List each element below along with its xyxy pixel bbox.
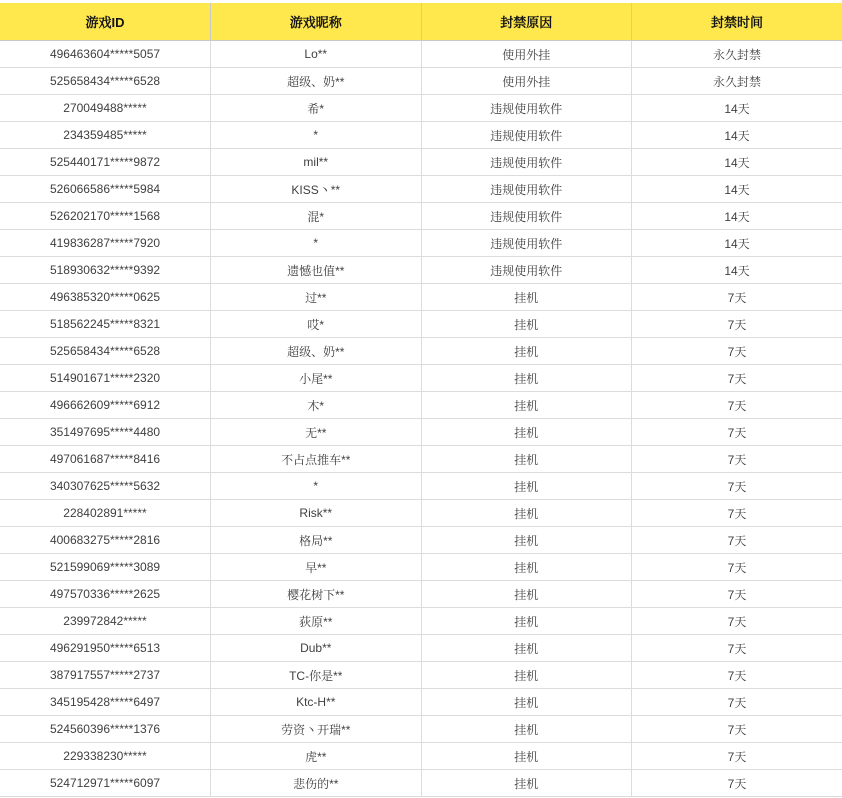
cell-nickname: 荻原**	[211, 608, 422, 635]
table-row	[0, 203, 842, 230]
cell-game-id: 496463604*****5057	[0, 41, 211, 68]
table-row	[0, 473, 842, 500]
table-row	[0, 419, 842, 446]
cell-ban-reason: 挂机	[421, 392, 632, 419]
cell-game-id: 526066586*****5984	[0, 176, 211, 203]
cell-ban-duration: 14天	[632, 203, 842, 230]
cell-ban-duration: 永久封禁	[632, 41, 842, 68]
cell-ban-reason: 挂机	[421, 311, 632, 338]
cell-nickname: 混*	[211, 203, 422, 230]
cell-ban-duration: 14天	[632, 95, 842, 122]
cell-game-id: 496291950*****6513	[0, 635, 211, 662]
cell-nickname: 过**	[211, 284, 422, 311]
table-row	[0, 68, 842, 95]
table-row	[0, 635, 842, 662]
cell-ban-reason: 挂机	[421, 581, 632, 608]
cell-ban-reason: 挂机	[421, 338, 632, 365]
cell-ban-duration: 7天	[632, 581, 842, 608]
cell-nickname: *	[211, 122, 422, 149]
ban-table	[0, 3, 842, 797]
cell-game-id: 228402891*****	[0, 500, 211, 527]
table-row	[0, 392, 842, 419]
cell-nickname: 劳资丶开瑞**	[211, 716, 422, 743]
table-row	[0, 176, 842, 203]
cell-ban-reason: 挂机	[421, 635, 632, 662]
cell-game-id: 524712971*****6097	[0, 770, 211, 797]
table-row	[0, 41, 842, 68]
cell-game-id: 270049488*****	[0, 95, 211, 122]
cell-game-id: 518562245*****8321	[0, 311, 211, 338]
cell-game-id: 400683275*****2816	[0, 527, 211, 554]
column-header-nickname: 游戏昵称	[211, 3, 422, 41]
cell-game-id: 526202170*****1568	[0, 203, 211, 230]
table-row	[0, 338, 842, 365]
cell-ban-reason: 违规使用软件	[421, 257, 632, 284]
cell-nickname: 哎*	[211, 311, 422, 338]
cell-nickname: TC-你是**	[211, 662, 422, 689]
cell-ban-duration: 7天	[632, 500, 842, 527]
cell-ban-reason: 违规使用软件	[421, 176, 632, 203]
cell-ban-duration: 7天	[632, 689, 842, 716]
cell-ban-duration: 7天	[632, 365, 842, 392]
cell-ban-reason: 挂机	[421, 689, 632, 716]
ban-table-body	[0, 41, 842, 797]
cell-game-id: 514901671*****2320	[0, 365, 211, 392]
cell-game-id: 524560396*****1376	[0, 716, 211, 743]
cell-ban-reason: 挂机	[421, 284, 632, 311]
cell-ban-duration: 永久封禁	[632, 68, 842, 95]
cell-game-id: 496662609*****6912	[0, 392, 211, 419]
cell-nickname: 樱花树下**	[211, 581, 422, 608]
cell-nickname: 格局**	[211, 527, 422, 554]
cell-game-id: 525658434*****6528	[0, 68, 211, 95]
table-row	[0, 554, 842, 581]
table-row	[0, 500, 842, 527]
cell-ban-reason: 违规使用软件	[421, 95, 632, 122]
cell-game-id: 239972842*****	[0, 608, 211, 635]
cell-nickname: 悲伤的**	[211, 770, 422, 797]
cell-ban-duration: 14天	[632, 176, 842, 203]
cell-ban-reason: 违规使用软件	[421, 230, 632, 257]
table-row	[0, 770, 842, 797]
cell-ban-duration: 14天	[632, 230, 842, 257]
cell-ban-duration: 7天	[632, 446, 842, 473]
cell-game-id: 521599069*****3089	[0, 554, 211, 581]
cell-game-id: 419836287*****7920	[0, 230, 211, 257]
cell-ban-reason: 挂机	[421, 608, 632, 635]
cell-ban-reason: 挂机	[421, 743, 632, 770]
table-row	[0, 365, 842, 392]
cell-nickname: KISS丶**	[211, 176, 422, 203]
cell-ban-reason: 违规使用软件	[421, 203, 632, 230]
cell-game-id: 387917557*****2737	[0, 662, 211, 689]
cell-ban-duration: 7天	[632, 419, 842, 446]
cell-nickname: Risk**	[211, 500, 422, 527]
table-row	[0, 527, 842, 554]
header-row	[0, 3, 842, 41]
cell-ban-reason: 违规使用软件	[421, 149, 632, 176]
table-row	[0, 257, 842, 284]
table-row	[0, 95, 842, 122]
table-row	[0, 149, 842, 176]
cell-game-id: 497061687*****8416	[0, 446, 211, 473]
cell-game-id: 496385320*****0625	[0, 284, 211, 311]
table-row	[0, 689, 842, 716]
cell-nickname: 超级、奶**	[211, 68, 422, 95]
cell-ban-duration: 14天	[632, 122, 842, 149]
cell-nickname: 小尾**	[211, 365, 422, 392]
cell-game-id: 345195428*****6497	[0, 689, 211, 716]
cell-ban-duration: 14天	[632, 149, 842, 176]
cell-game-id: 497570336*****2625	[0, 581, 211, 608]
cell-ban-reason: 挂机	[421, 446, 632, 473]
cell-nickname: Dub**	[211, 635, 422, 662]
cell-ban-reason: 使用外挂	[421, 68, 632, 95]
cell-nickname: mil**	[211, 149, 422, 176]
table-row	[0, 662, 842, 689]
cell-nickname: 无**	[211, 419, 422, 446]
cell-ban-reason: 挂机	[421, 473, 632, 500]
cell-nickname: Ktc-H**	[211, 689, 422, 716]
cell-ban-duration: 7天	[632, 608, 842, 635]
cell-ban-reason: 挂机	[421, 770, 632, 797]
cell-game-id: 340307625*****5632	[0, 473, 211, 500]
cell-nickname: 虎**	[211, 743, 422, 770]
cell-nickname: 不占点推车**	[211, 446, 422, 473]
cell-nickname: *	[211, 230, 422, 257]
cell-ban-reason: 挂机	[421, 527, 632, 554]
cell-game-id: 234359485*****	[0, 122, 211, 149]
ban-table-header	[0, 3, 842, 41]
column-header-ban-reason: 封禁原因	[421, 3, 632, 41]
table-row	[0, 446, 842, 473]
cell-ban-reason: 违规使用软件	[421, 122, 632, 149]
cell-ban-duration: 7天	[632, 527, 842, 554]
cell-ban-duration: 7天	[632, 770, 842, 797]
cell-ban-duration: 7天	[632, 554, 842, 581]
cell-ban-duration: 7天	[632, 662, 842, 689]
table-row	[0, 284, 842, 311]
cell-ban-reason: 使用外挂	[421, 41, 632, 68]
cell-ban-duration: 7天	[632, 743, 842, 770]
cell-nickname: 早**	[211, 554, 422, 581]
table-row	[0, 716, 842, 743]
cell-game-id: 351497695*****4480	[0, 419, 211, 446]
table-row	[0, 122, 842, 149]
cell-nickname: 希*	[211, 95, 422, 122]
table-row	[0, 230, 842, 257]
cell-ban-duration: 7天	[632, 311, 842, 338]
cell-nickname: 木*	[211, 392, 422, 419]
table-row	[0, 581, 842, 608]
cell-game-id: 229338230*****	[0, 743, 211, 770]
cell-game-id: 518930632*****9392	[0, 257, 211, 284]
table-row	[0, 311, 842, 338]
cell-ban-reason: 挂机	[421, 662, 632, 689]
cell-ban-reason: 挂机	[421, 716, 632, 743]
cell-nickname: Lo**	[211, 41, 422, 68]
cell-nickname: 超级、奶**	[211, 338, 422, 365]
cell-nickname: 遗憾也值**	[211, 257, 422, 284]
table-row	[0, 608, 842, 635]
cell-ban-duration: 7天	[632, 473, 842, 500]
cell-ban-duration: 7天	[632, 338, 842, 365]
cell-game-id: 525440171*****9872	[0, 149, 211, 176]
cell-ban-duration: 14天	[632, 257, 842, 284]
cell-ban-reason: 挂机	[421, 500, 632, 527]
cell-ban-duration: 7天	[632, 716, 842, 743]
cell-ban-duration: 7天	[632, 392, 842, 419]
cell-ban-duration: 7天	[632, 635, 842, 662]
cell-ban-reason: 挂机	[421, 554, 632, 581]
cell-ban-duration: 7天	[632, 284, 842, 311]
column-header-ban-duration: 封禁时间	[632, 3, 842, 41]
cell-game-id: 525658434*****6528	[0, 338, 211, 365]
cell-ban-reason: 挂机	[421, 365, 632, 392]
cell-nickname: *	[211, 473, 422, 500]
table-row	[0, 743, 842, 770]
cell-ban-reason: 挂机	[421, 419, 632, 446]
column-header-game-id: 游戏ID	[0, 3, 211, 41]
